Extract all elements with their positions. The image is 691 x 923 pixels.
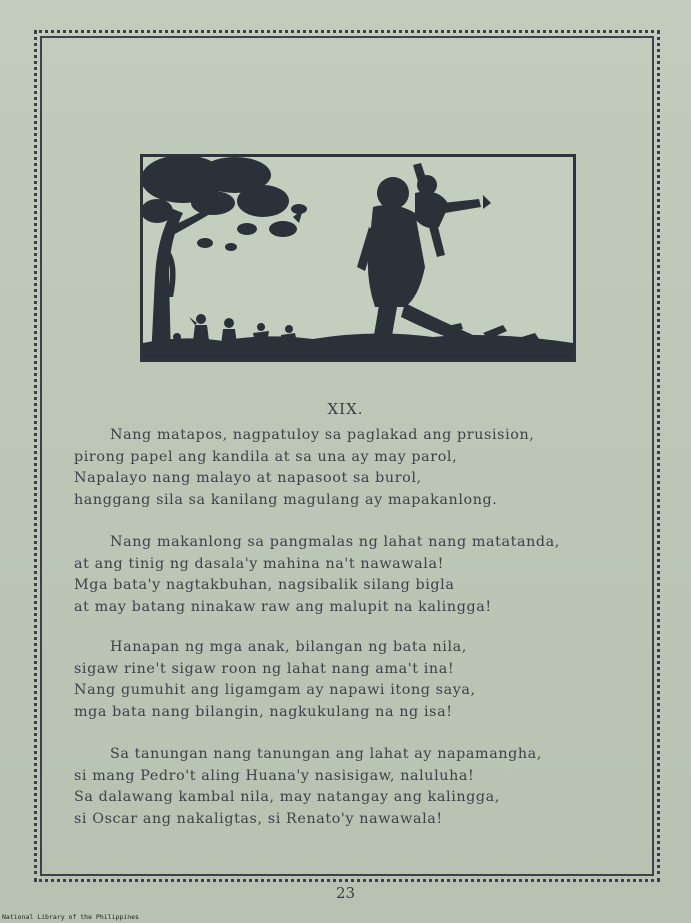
poem-line: si Oscar ang nakaligtas, si Renato'y nawawala! (74, 810, 443, 827)
page-number: 23 (335, 884, 356, 902)
poem-line: Hanapan ng mga anak, bilangan ng bata nila, (110, 639, 467, 655)
poem-line: Sa tanungan nang tanungan ang lahat ay napamangha, (110, 746, 542, 762)
chapter-heading: XIX. (327, 400, 364, 418)
poem-line: at ang tinig ng dasala'y mahina na't nawawala! (74, 555, 444, 572)
poem-line: hanggang sila sa kanilang magulang ay mapakanlong. (74, 491, 498, 508)
poem-line: mga bata nang bilangin, nagkukulang na ng isa! (74, 703, 453, 720)
poem-line: at may batang ninakaw raw ang malupit na kalingga! (74, 598, 492, 615)
source-credit: National Library of the Philippines (2, 913, 139, 921)
poem-line: si mang Pedro't aling Huana'y nasisigaw, naluluha! (74, 767, 475, 784)
poem-line: Sa dalawang kambal nila, may natangay ang kalingga, (74, 789, 500, 805)
kidnapper-silhouette (357, 163, 491, 353)
stanza-2 (74, 532, 614, 618)
poem-line: sigaw rine't sigaw roon ng lahat nang ama't ina! (74, 660, 455, 677)
stanza-3 (74, 637, 614, 723)
poem-line: pirong papel ang kandila at sa una ay may parol, (74, 448, 458, 465)
poem-line: Nang gumuhit ang ligamgam ay napawi itong saya, (74, 682, 476, 698)
stanza-1 (74, 425, 614, 511)
silhouette-illustration (140, 154, 576, 362)
poem-line: Napalayo nang malayo at napasoot sa burol, (74, 470, 422, 486)
poem-line: Mga bata'y nagtakbuhan, nagsibalik silang bigla (74, 577, 455, 593)
stanza-4 (74, 744, 614, 830)
poem-line: Nang matapos, nagpatuloy sa paglakad ang prusision, (110, 427, 535, 443)
poem-line: Nang makanlong sa pangmalas ng lahat nang matatanda, (110, 534, 560, 550)
